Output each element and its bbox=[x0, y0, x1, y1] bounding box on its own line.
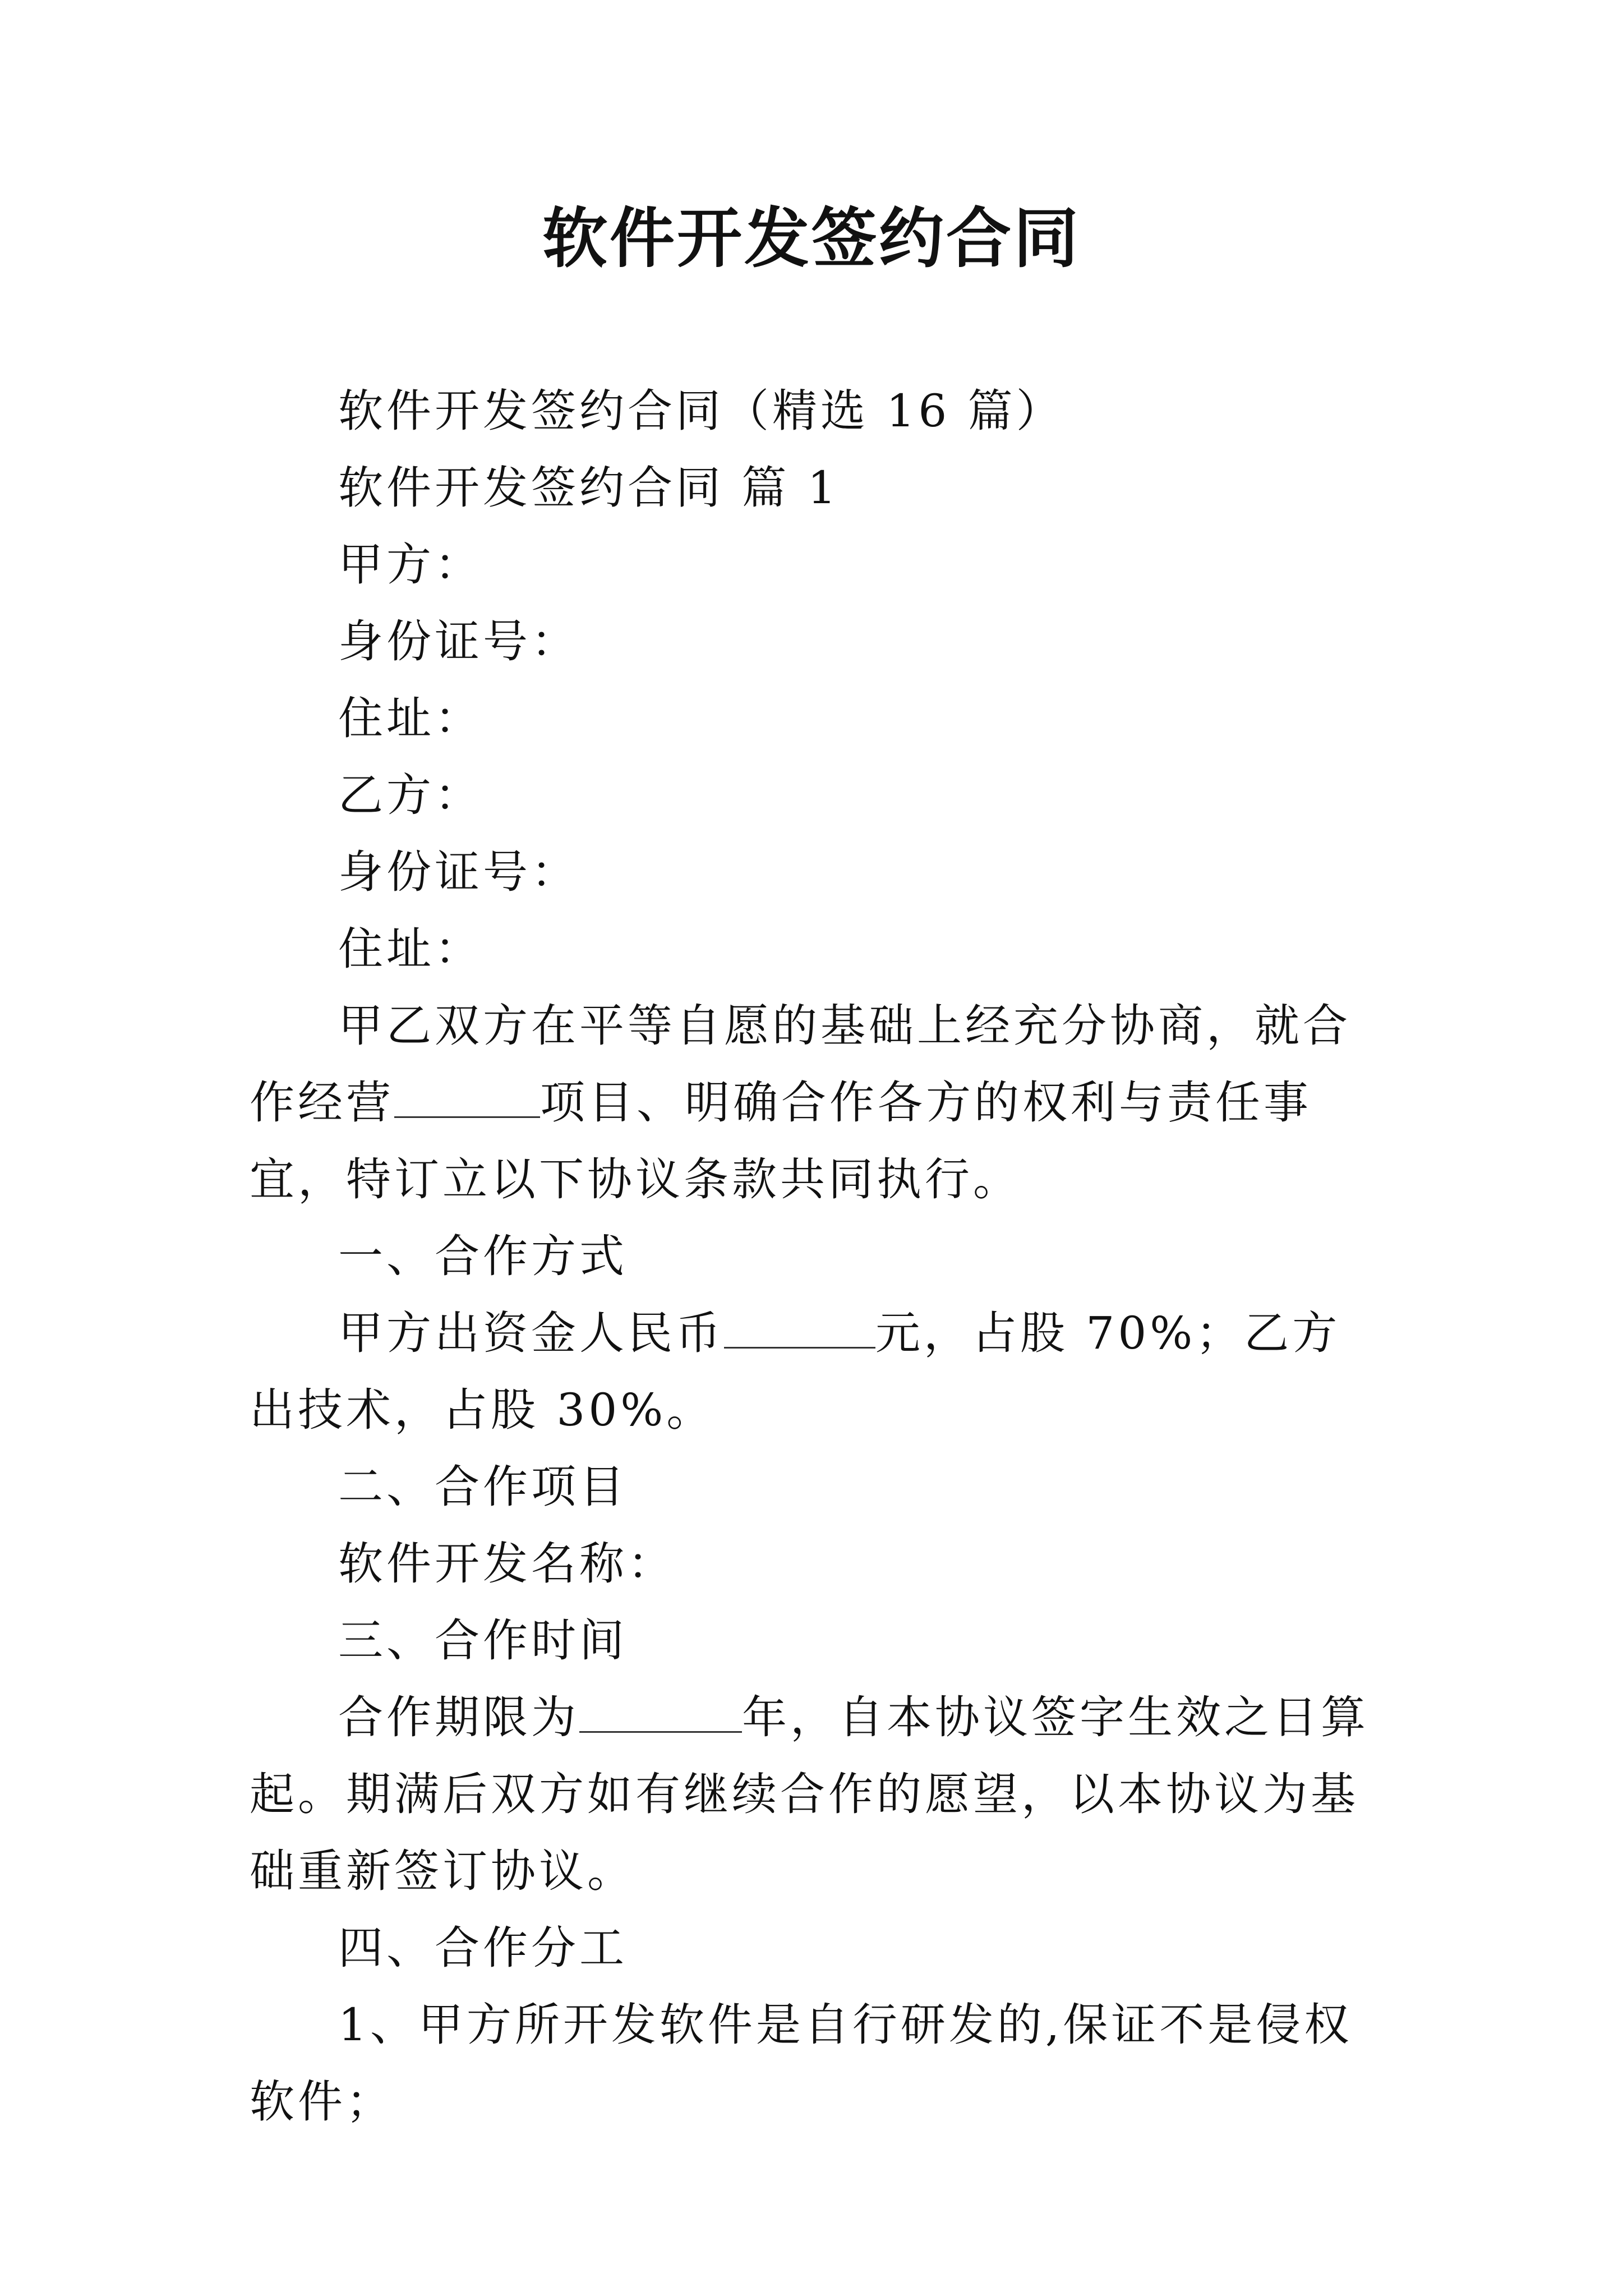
clause-3-text-end: 年，自本协议签字生效之日算起。期满后双方如有继续合作的愿望，以本协议为基础重新签订协议。 bbox=[250, 1691, 1369, 1897]
investment-amount-blank bbox=[724, 1310, 875, 1349]
clause-1-text-end: 元，占股 70%；乙方出技术，占股 30%。 bbox=[250, 1307, 1341, 1436]
clause-2-heading: 二、合作项目 bbox=[338, 1461, 628, 1513]
party-b-address-label: 住址： bbox=[338, 923, 483, 975]
document-title: 软件开发签约合同 bbox=[542, 200, 1081, 277]
party-a-id-label: 身份证号： bbox=[338, 615, 579, 668]
party-b-label: 乙方： bbox=[338, 769, 483, 821]
clause-1-text-start: 甲方出资金人民币 bbox=[338, 1307, 724, 1359]
clause-3-heading: 三、合作时间 bbox=[338, 1614, 628, 1667]
clause-1-body bbox=[250, 1295, 1382, 1448]
software-name-label: 软件开发名称： bbox=[338, 1538, 676, 1590]
clause-3-text-start: 合作期限为 bbox=[338, 1691, 579, 1743]
project-blank bbox=[394, 1079, 540, 1118]
party-a-address-label: 住址： bbox=[338, 692, 483, 744]
intro-paragraph bbox=[250, 987, 1382, 1218]
clause-4-item-1: 1、甲方所开发软件是自行研发的,保证不是侵权软件； bbox=[250, 1999, 1353, 2128]
clause-1-heading: 一、合作方式 bbox=[338, 1230, 628, 1282]
party-a-label: 甲方： bbox=[338, 539, 483, 591]
intro-text-end: 项目、明确合作各方的权利与责任事宜，特订立以下协议条款共同执行。 bbox=[250, 1076, 1312, 1205]
intro-text-start: 甲乙双方在平等自愿的基础上经充分协商，就合作经营 bbox=[250, 1000, 1351, 1129]
section-heading: 软件开发签约合同 篇 1 bbox=[338, 462, 840, 514]
party-b-id-label: 身份证号： bbox=[338, 846, 579, 898]
clause-3-body bbox=[250, 1679, 1382, 1910]
term-years-blank bbox=[579, 1694, 742, 1733]
document-subtitle: 软件开发签约合同（精选 16 篇） bbox=[338, 385, 1064, 437]
clause-4-heading: 四、合作分工 bbox=[338, 1922, 628, 1974]
